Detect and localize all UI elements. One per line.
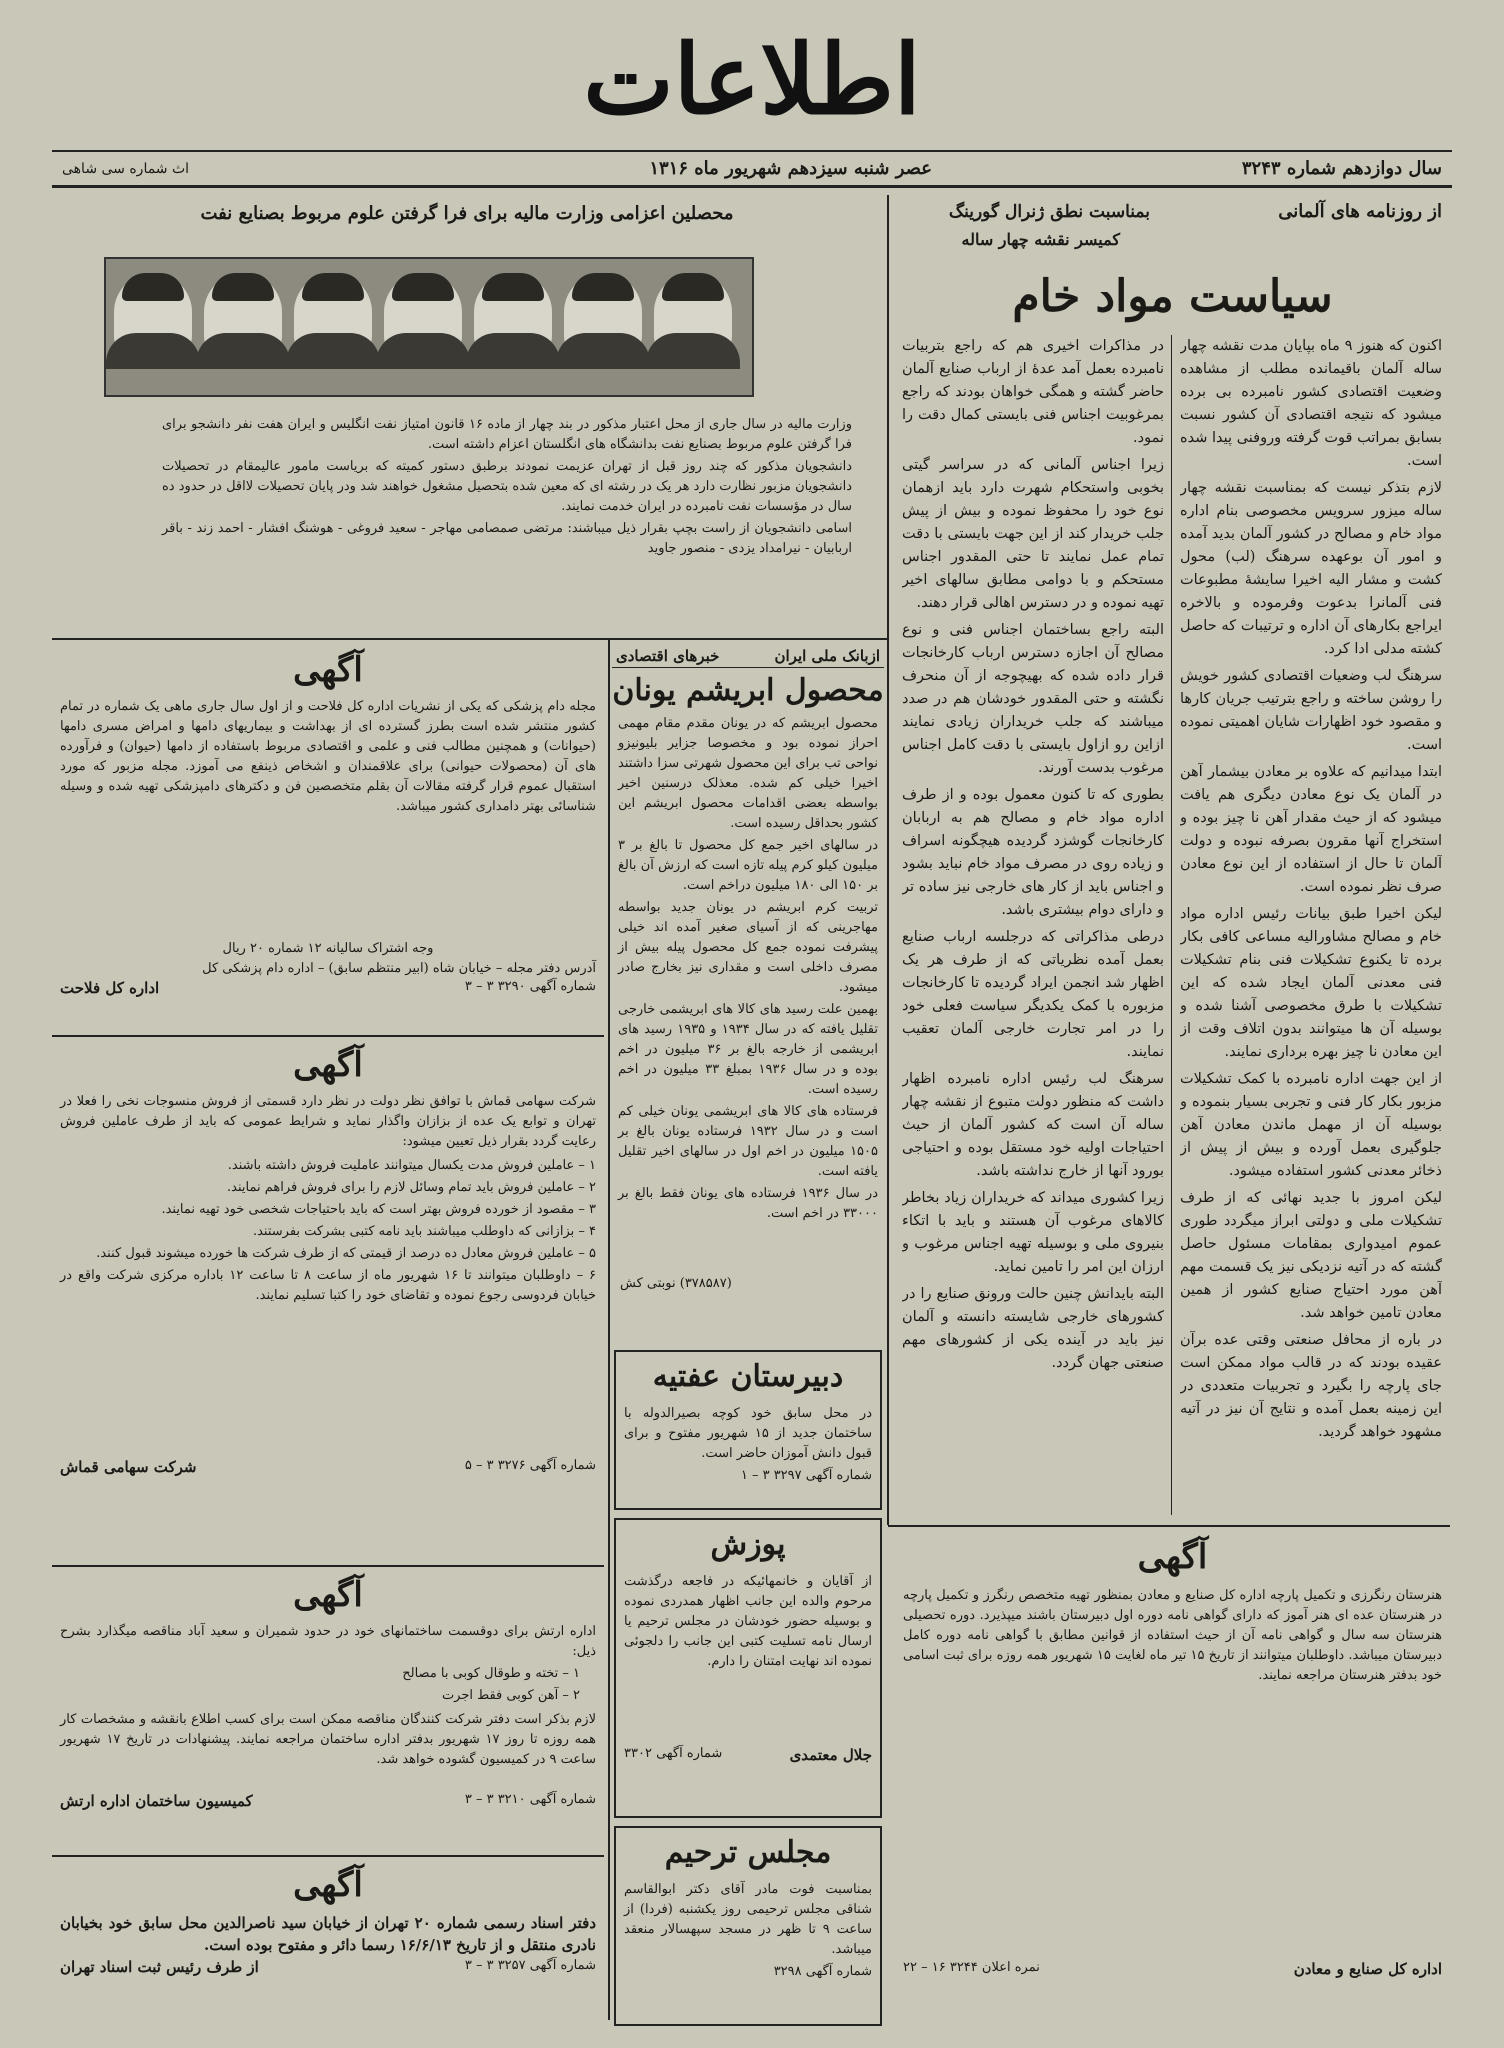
article-paragraph: لیکن امروز با جدید نهائی که از طرف تشکیلات ملی و دولتی ابراز میگردد طوری عموم امیدواری بمقامات مسئول حاصل گشته که در آتیه نزدیکی نیز یک قسمت مهم آهن مورد احتیاج صنایع کشور از همین معادن تامین خواهد شد.: [1180, 1190, 1442, 1321]
econ-source: ازبانک ملی ایران: [774, 647, 880, 665]
ad-army-tender: [52, 1570, 604, 1850]
dateline-bar: [52, 150, 1452, 188]
students-caption: [162, 415, 852, 561]
students-photo: [104, 257, 754, 397]
article-paragraph: در مذاکرات اخیری هم که راجع بتربیات نامبرده بعمل آمد عدۀ از ارباب صنایع آلمان حاضر گشته و همگی خواهان بودند که راجع بمرغوبیت اجناس فنی بایستی کمال دقت را نمود.: [902, 338, 1164, 446]
article-body-right: [1180, 335, 1442, 1515]
issue-date: عصر شنبه سیزدهم شهریور ماه ۱۳۱۶: [649, 158, 932, 179]
student-portrait: [294, 273, 372, 365]
ad-number: شماره آگهی ۳۲۹۰ ۳ – ۳: [464, 979, 596, 994]
ad-list-item: ۵ – عاملین فروش معادل ده درصد از قیمتی که از طرف شرکت ها خورده میشوند قبول کنند.: [96, 1246, 596, 1261]
raw-materials-article: [895, 195, 1450, 1525]
ad-signature: شرکت سهامی قماش: [60, 1458, 197, 1476]
caption-paragraph: وزارت مالیه در سال جاری از محل اعتبار مذکور در بند چهار از ماده ۱۶ قانون امتیاز نفت انگلیس و ایران هفت نفر دانشجو برای فرا گرفتن علوم مربوط بصنایع نفت بدانشگاه های انگلستان اعزام داشته است.: [162, 417, 852, 452]
ad-footer: [52, 979, 604, 997]
ad-title: آگهی: [293, 1865, 363, 1905]
econ-paragraph: در سال ۱۹۳۶ فرستاده های یونان فقط بالغ بر ۳۳۰۰۰ در اخم است.: [618, 1186, 878, 1221]
article-headline: سیاست مواد خام: [1012, 271, 1333, 322]
ad-list: [52, 1154, 604, 1458]
student-portrait: [564, 273, 642, 365]
students-article: [52, 195, 882, 635]
ad-subscription: وجه اشتراک سالیانه ۱۲ شماره ۲۰ ریال: [222, 941, 434, 956]
article-paragraph: در باره از محافل صنعتی وقتی عده برآن عقیده بودند که در قالب مواد ممکن است جای پارچه را بگیرد و تجربیات متعددی در این زمینه بعمل آمده و نتایج آن نیز در آتیه مشهود خواهد گردید.: [1180, 1332, 1442, 1440]
article-kicker-side: بمناسبت نطق ژنرال گورینگ: [948, 202, 1150, 222]
econ-paragraph: محصول ابریشم که در یونان مقدم مقام مهمی احراز نموده بود و مخصوصا جزایر بلیونیزو نواحی تب برای این محصول شهرتی سزا داشتند اخیرا خیلی کم شده. معذلک درسنین اخیر بواسطه بعضی اقدامات محصول ابریشم این کشور بحداقل رسیده است.: [618, 716, 878, 831]
apology-footer: [616, 1744, 880, 1766]
econ-section: خبرهای اقتصادی: [616, 647, 720, 665]
memorial-title: مجلس ترحیم: [664, 1835, 832, 1870]
article-paragraph: لازم بتذکر نیست که بمناسبت نقشه چهار ساله میزور سرویس مخصوصی بنام اداره مواد خام و مصالح در کشور آلمان بدید آمده و امور آن بوعهده سرهنگ (لب) محول کشت و مشار الیه اخیرا سایشۀ مطبوعات فنی آلمانرا بدعوت وفرموده و بالاخره ایراجع بکارهای آن اداره و ترتیبات که حاصل کشته مدلی ادا کرد.: [1180, 480, 1442, 657]
ad-footer: [52, 1458, 604, 1476]
ad-number: شماره آگهی ۳۲۷۶ ۳ – ۵: [464, 1458, 596, 1473]
econ-kicker-row: [612, 645, 884, 668]
econ-paragraph: در سالهای اخیر جمع کل محصول تا بالغ بر ۳ میلیون کیلو کرم پیله تازه است که ارزش آن بالغ بر ۱۵۰ الی ۱۸۰ میلیون دراخم است.: [618, 838, 878, 893]
article-paragraph: ابتدا میدانیم که علاوه بر معادن بیشمار آهن در آلمان یک نوع معادن دیگری هم یافت میشود که از حیث مقدار آهن نا چیز بوده و استخراج آنها مقرون بصرفه نبوده و دولت آلمان تا حال از استفاده از این نوع معادن صرف نظر نموده است.: [1180, 764, 1442, 895]
ad-address: آدرس دفتر مجله – خیابان شاه (ابیر منتظم سابق) – اداره دام پزشکی کل: [202, 961, 596, 976]
ad-signature: اداره کل صنایع و معادن: [1293, 1960, 1442, 1978]
memorial-body: بمناسبت فوت مادر آقای دکتر ابوالقاسم شناقی مجلس ترحیمی روز یکشنبه (فردا) از ساعت ۹ تا ظهر در مسجد سپهسالار منعقد میباشد.: [624, 1882, 872, 1957]
apology-body: از آقایان و خانمهائیکه در فاجعه درگذشت مرحوم والده این جانب اظهار همدردی نموده و بوسیله حضور خودشان در مجلس ترحیم یا ارسال نامه تسلیت کتبی این جانب را دلجوئی نموده اند نهایت امتنان را دارم.: [624, 1574, 872, 1669]
article-paragraph: لیکن اخیرا طبق بیانات رئیس اداره مواد خام و مصالح مشاورالیه مساعی کافی بکار برده تا یکنوع تشکیلات فنی بنام تشکیلات فنی معدنی آلمان ایجاد شده که این تشکیلات با طرق مخصوصی آشنا شده و بوسیله آن ها میتوانند بدون اتلاف وقت از این معادن نا چیز بهره برداری نمایند.: [1180, 906, 1442, 1060]
ad-body: دفتر اسناد رسمی شماره ۲۰ تهران از خیابان سید ناصرالدین محل سابق خود بخیابان نادری منتقل و از تاریخ ۱۶/۶/۱۳ رسما دائر و مفتوح بوده است.: [60, 1914, 597, 1954]
ad-title: آگهی: [1137, 1537, 1208, 1577]
school-number: شماره آگهی ۳۲۹۷ ۳ – ۱: [740, 1468, 872, 1483]
article-subkicker: کمیسر نقشه چهار ساله: [961, 230, 1120, 249]
ad-signature: اداره کل فلاحت: [60, 979, 160, 997]
article-paragraph: اکنون که هنوز ۹ ماه بپایان مدت نقشه چهار ساله آلمان باقیمانده مطلب از مشاهده وضعیت اقتصادی کشور نامبرده بی برده میشود که نتیجه اقتصادی آن کشور نسبت بسابق بمراتب قوت گرفته وروفنی پیدا شده است.: [1180, 338, 1442, 469]
student-names: اسامی دانشجویان از راست بچپ بقرار ذیل میباشند: مرتضی صمصامی مهاجر - سعید فروغی - هوشنگ افشار - احمد زند - باقر اربابیان - نیرامداد یزدی - منصور جاوید: [162, 521, 852, 556]
column-divider: [608, 640, 610, 2020]
ad-notary-office: [52, 1860, 604, 2030]
student-portrait: [474, 273, 552, 365]
column-divider: [887, 195, 889, 1525]
apology-title: پوزش: [710, 1527, 786, 1562]
ad-list-item: ۲ – عاملین فروش باید تمام وسائل لازم را برای فروش فراهم نمایند.: [226, 1180, 596, 1195]
econ-body: [612, 714, 884, 1274]
apology-number: شماره آگهی ۳۳۰۲: [624, 1746, 723, 1761]
ad-body: هنرستان رنگرزی و تکمیل پارچه اداره کل صنایع و معادن بمنظور تهیه متخصص رنگرز و تکمیل پارچه در هنرستان عده ای هنر آموز که دارای گواهی نامه دوره اول دبیرستان باشند میپذیرد. دوره تحصیلی هنرستان سه سال و گواهی نامه آن از حیث استفاده از قوانین مطابق با گواهی نامه دوره کامل دبیرستان میباشد. داوطلبان میتوانند از تاریخ ۱۵ تیر ماه لغایت ۱۵ شهریور همه روزه برای ثبت اسامی خود بدفتر هنرستان مراجعه نمایند.: [903, 1588, 1442, 1683]
econ-number: (۳۷۸۵۸۷) نوبتی کش: [620, 1276, 732, 1291]
ad-footer: [52, 1958, 604, 1976]
article-kicker: از روزنامه های آلمانی: [1278, 201, 1442, 222]
caption-paragraph: دانشجویان مذکور که چند روز قبل از تهران عزیمت نمودند برطبق دستور کمیته که بریاست مامور عالیمقام در تحصیلات دانشجویان مزبور نظارت دارد هر یک در رشته ای که معین شده بتحصیل مشغول خواهند شد ودر پایان تحصیلات لااقل در حدود ده سال در مؤسسات نفت نامبرده در ایران خدمت نمایند.: [162, 459, 852, 514]
ad-intro: اداره ارتش برای دوقسمت ساختمانهای خود در حدود شمیران و سعید آباد مناقصه میگذارد بشرح ذیل:: [60, 1624, 596, 1659]
issue-price: اث شماره سی شاهی: [62, 161, 190, 177]
section-rule: [52, 638, 887, 640]
ad-title: آگهی: [293, 1045, 363, 1085]
memorial-number: شماره آگهی ۳۲۹۸: [773, 1964, 872, 1979]
ad-title: آگهی: [293, 1575, 363, 1615]
article-paragraph: زیرا کشوری میداند که خریداران زیاد بخاطر کالاهای مرغوب آن هستند و باید با اتکاء بنیروی ملی و بوسیله تهیه اجناس مرغوب و ارزان این امر را تامین نماید.: [902, 1190, 1164, 1275]
article-paragraph: البته بایدانش چنین حالت ورونق صنایع را در کشورهای خارجی شایسته دانسته و آلمان نیز باید در آینده یکی از کشورهای مهم صنعتی جهان گردد.: [902, 1286, 1164, 1371]
masthead-title: اطلاعات: [583, 23, 921, 136]
apology-signature: جلال معتمدی: [789, 1746, 872, 1764]
school-title: دبیرستان عفتیه: [652, 1359, 844, 1394]
greek-silk-article: [612, 645, 884, 1345]
section-rule: [52, 1855, 604, 1857]
student-portrait: [204, 273, 282, 365]
ad-girls-school: [614, 1350, 882, 1510]
ad-list-item: ۱ – عاملین فروش مدت یکسال میتوانند عاملیت فروش داشته باشند.: [227, 1158, 596, 1173]
econ-paragraph: بهمین علت رسید های کالا های ابریشمی خارجی تقلیل یافته که در سال ۱۹۳۴ و ۱۹۳۵ رسید های ابریشمی از خارجه بالغ بر ۳۶ میلیون در اخم بوده و در سال ۱۹۳۶ بمبلغ ۳۳ میلیون در اخم رسیده است.: [618, 1002, 879, 1097]
ad-signature: از طرف رئیس ثبت اسناد تهران: [60, 1958, 259, 1976]
student-portrait: [384, 273, 462, 365]
ad-intro: شرکت سهامی قماش با توافق نظر دولت در نظر دارد قسمتی از فروش منسوجات نخی را فعلا در تهران و توابع یک عده از بزازان واگذار نماید و شرایط عمومی که باید از طرف عاملین فروش رعایت گردد بقرار ذیل تعیین میشود:: [60, 1094, 596, 1149]
inner-divider: [1171, 335, 1172, 1515]
ad-body: لازم بذکر است دفتر شرکت کنندگان مناقصه ممکن است برای کسب اطلاع بانقشه و مشخصات کار همه روزه تا روز ۱۷ شهریور بدفتر اداره ساختمان مراجعه نمایند. پیشنهادات در تاریخ ۱۷ شهریور ساعت ۹ در کمیسیون گشوده خواهد شد.: [60, 1712, 596, 1767]
section-rule: [888, 1525, 1450, 1527]
ad-textile-company: [52, 1040, 604, 1560]
article-body-left: [902, 335, 1164, 1515]
school-body: در محل سابق خود کوچه بصیرالدوله با ساختمان جدید از ۱۵ شهریور مفتوح و برای قبول دانش آموزان حاضر است.: [624, 1406, 873, 1461]
ad-list-item: ۱ – تخته و طوقال کوبی با مصالح: [402, 1666, 580, 1681]
article-paragraph: بطوری که تا کنون معمول بوده و از طرف اداره مواد خام و مصالح هم به اربابان کارخانجات گوشزد گردیده هیچگونه اسراف و زیاده روی در مصرف مواد خام نباید بشود و اجناس باید از کار های خارجی نیز ساده تر و دارای دوام بیشتری باشد.: [902, 787, 1164, 918]
article-paragraph: زیرا اجناس آلمانی که در سراسر گیتی بخوبی واستحکام شهرت دارد باید ازهمان نوع خود را محفوظ نموده و بیش از پیش جلب خریدار کند از این جهت بایستی با دقت تمام عمل نمایند تا حتی المقدور اجناس مستحکم و با دوامی مطابق سالهای اخیر تهیه نموده و در دسترس اهالی قرار دهند.: [902, 457, 1164, 611]
article-paragraph: درطی مذاکراتی که درجلسه ارباب صنایع بعمل آمده نظریاتی که از طرف هر یک اظهار شد انجمن ایراد گردیده تا کارخانجات مزبوره با کمک یکدیگر سیاست فعلی خود را در امر تجارت خارجی آلمان تعقیب نمایند.: [902, 929, 1164, 1060]
ad-veterinary-journal: [52, 645, 604, 1030]
ad-number: شماره آگهی ۳۲۵۷ ۳ – ۳: [464, 1958, 596, 1973]
ad-footer: [52, 1792, 604, 1810]
econ-headline: محصول ابریشم یونان: [612, 673, 884, 708]
article-paragraph: سرهنگ لب رئیس اداره نامبرده اظهار داشت که منظور دولت متبوع از نقشه چهار ساله آن است که کشور آلمان از حیث احتیاجات اولیه خود مستقل بوده و احتیاجی بورود آنها از خارج نداشته باشد.: [902, 1071, 1164, 1179]
issue-number: سال دوازدهم شماره ۳۲۴۳: [1241, 158, 1442, 179]
ad-list-item: ۶ – داوطلبان میتوانند تا ۱۶ شهریور ماه از ساعت ۸ تا ساعت ۱۲ باداره مرکزی شرکت واقع در خیابان فردوسی رجوع نموده و تقاضای خود را کتبا تسلیم نمایند.: [60, 1268, 596, 1303]
ad-body: مجله دام پزشکی که یکی از نشریات اداره کل فلاحت و از اول سال جاری ماهی یک شماره در تمام کشور منتشر شده است بطرز گسترده ای از بهداشت و بیماریهای دامها و امراض مسری دامها (حیوانات) و همچنین مطالب فنی و علمی و اقتصادی مربوط باستفاده از دامها (حیوان) و فرآورده های آن (محصولات حیوانی) برای علاقمندان و اشخاص ذینفع می آموزد. مجله مزبور که مورد استقبال عموم قرار گرفته مقالات آن بقلم متخصصین فن و دکترهای دامپزشکی تهیه شده و وسیله شناسائی بهتر دامداری کشور میباشد.: [60, 699, 596, 814]
section-rule: [52, 1565, 604, 1567]
ad-list-item: ۳ – مقصود از خورده فروش بهتر است که باید باحتیاجات شخصی خود تهیه نمایند.: [161, 1202, 596, 1217]
econ-paragraph: تربیت کرم ابریشم در یونان جدید بواسطه مهاجرینی که از آسیای صغیر آمده اند خیلی پیشرفت نموده جمع کل محصول پیله بیش از مصرف داخلی است و مقداری نیز بخارج صادر میشود.: [618, 900, 878, 995]
ad-number: نمره اعلان ۳۲۴۴ ۱۶ – ۲۲: [903, 1960, 1040, 1975]
ad-number: شماره آگهی ۳۲۱۰ ۳ – ۳: [464, 1792, 596, 1807]
ad-signature: کمیسیون ساختمان اداره ارتش: [60, 1792, 253, 1810]
section-rule: [52, 1035, 604, 1037]
article-paragraph: البته راجع بساختمان اجناس فنی و نوع مصالح آن اجازه دسترس ارباب کارخانجات قرار داده شده که بهیچوجه از آن منحرف نگشته و حتی المقدور خودشان هم در صدد میباشند که جلب خریداران زیادی نمایند ازاین رو ازاول بایستی با دقت کامل اجناس مرغوب بدست آورند.: [902, 622, 1164, 776]
ad-memorial: [614, 1826, 882, 2026]
ad-title: آگهی: [293, 650, 363, 690]
ad-list-item: ۴ – بزازانی که داوطلب میباشند باید نامه کتبی بشرکت بفرستند.: [252, 1224, 596, 1239]
students-headline: محصلین اعزامی وزارت مالیه برای فرا گرفتن علوم مربوط بصنایع نفت: [200, 203, 734, 224]
ad-list-item: ۲ – آهن کوبی فقط اجرت: [441, 1688, 580, 1703]
student-portrait: [114, 273, 192, 365]
ad-footer: [895, 1960, 1450, 1978]
student-portrait: [654, 273, 732, 365]
econ-paragraph: فرستاده های کالا های ابریشمی یونان خیلی کم است و در سال ۱۹۳۲ فرستاده یونان بالغ بر ۱۵۰۵ میلیون در اخم اول در سالهای اخیر تقلیل یافته است.: [618, 1104, 878, 1179]
ad-apology: [614, 1518, 882, 1818]
ad-list: [52, 1664, 604, 1706]
ad-dyeing-school: [895, 1532, 1450, 2027]
article-paragraph: سرهنگ لب وضعیات اقتصادی کشور خویش را روشن ساخته و راجع بترتیب جریان کارها و مقصود خود اظهارات شایان اهمیتی نموده است.: [1180, 668, 1442, 753]
article-paragraph: از این جهت اداره نامبرده با کمک تشکیلات مزبور بکار کار فنی و تجربی بسیار بنموده و بوسیله آن از مهمل ماندن معادن آهن جلوگیری بعمل آورده و بیش از پیش از ذخائر معدنی کشور استفاده میشود.: [1180, 1071, 1442, 1179]
